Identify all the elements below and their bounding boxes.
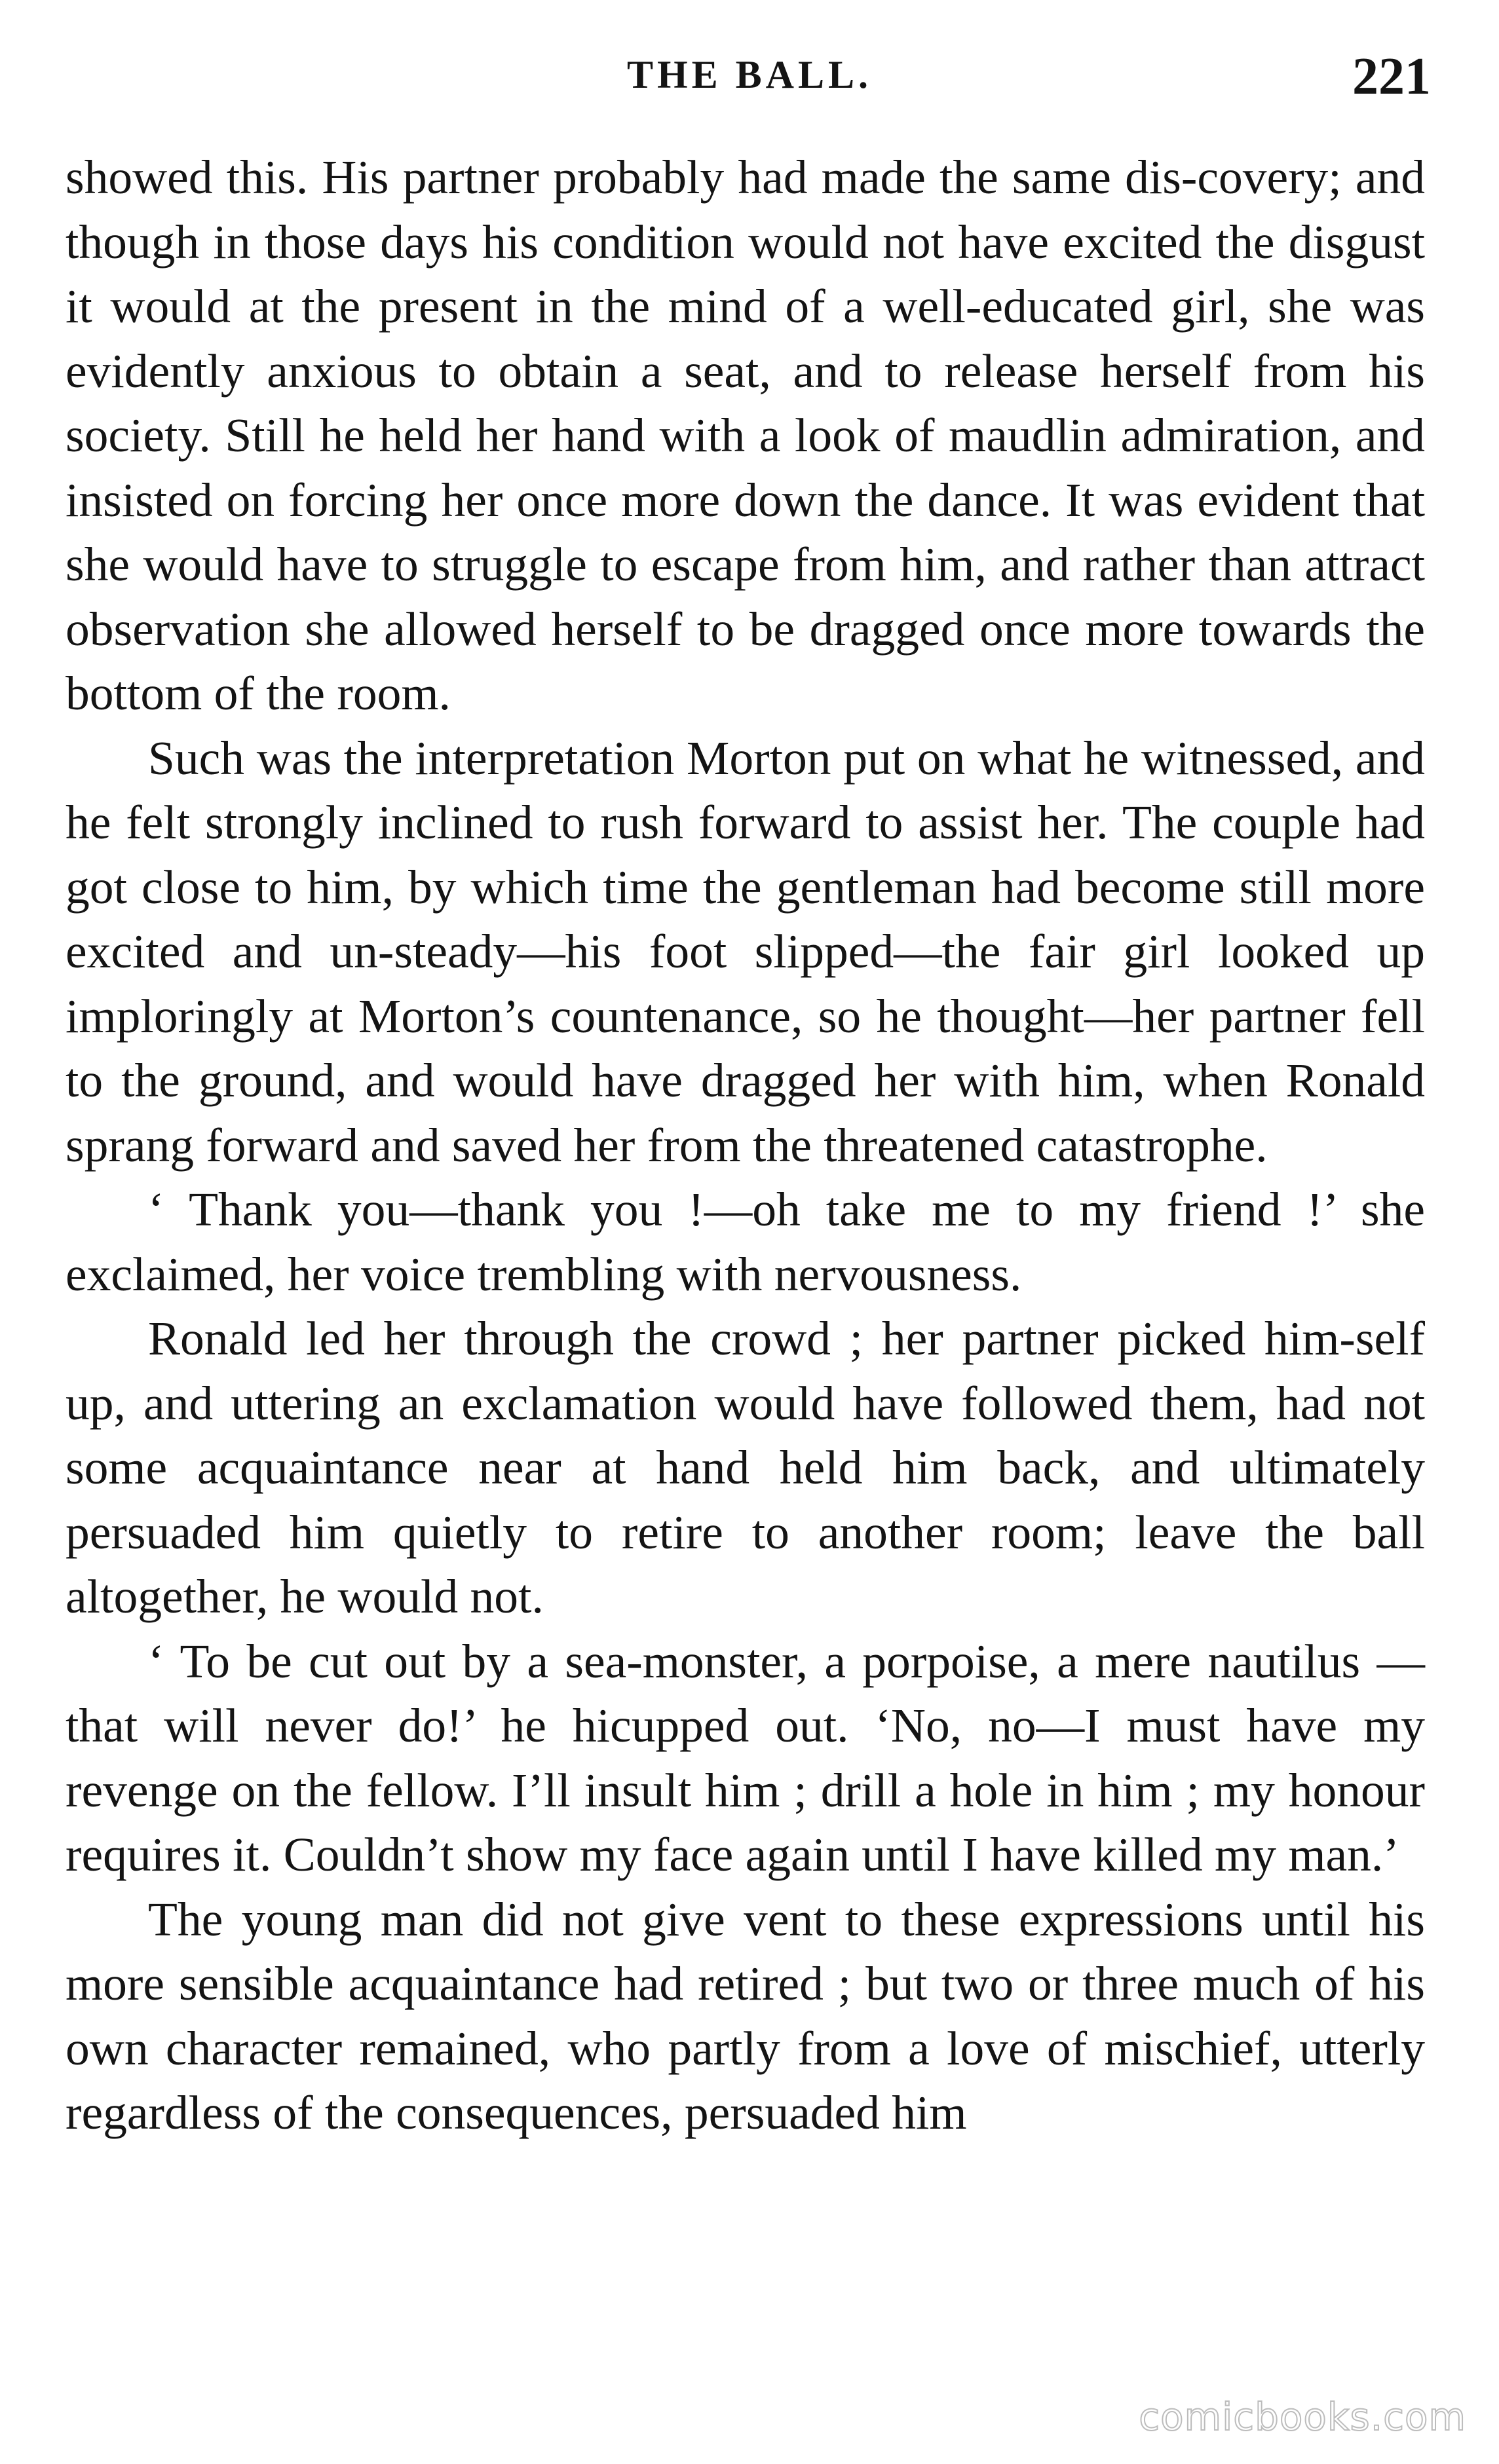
body-text [66, 145, 1425, 2146]
running-head: THE BALL. [626, 53, 873, 96]
paragraph-2: Such was the interpretation Morton put on what he witnessed, and he felt strongly inclined to rush forward to assist her. The couple had got close to him, by which time the gentleman had become still more excited and un-steady—his foot slipped—the fair girl looked up imploringly at Morton’s countenance, so he thought—her partner fell to the ground, and would have dragged her with him, when Ronald sprang forward and saved her from the threatened catastrophe. [66, 731, 1425, 1172]
paragraph-4: Ronald led her through the crowd ; her partner picked him-self up, and uttering an exclamation would have followed them, had not some acquaintance near at hand held him back, and ultimately persuaded him quietly to retire to another room; leave the ball altogether, he would not. [66, 1312, 1425, 1623]
page-number: 221 [1352, 48, 1431, 105]
paragraph-3: ‘ Thank you—thank you !—oh take me to my friend !’ she exclaimed, her voice trembling with nervousness. [66, 1183, 1425, 1301]
page-header [68, 47, 1431, 119]
paragraph-5: ‘ To be cut out by a sea-monster, a porpoise, a mere nautilus —that will never do!’ he hicupped out. ‘No, no—I must have my revenge on the fellow. I’ll insult him ; drill a hole in him ; my honour requires it. Couldn’t show my face again until I have killed my man.’ [66, 1634, 1425, 1881]
paragraph-1: showed this. His partner probably had made the same dis-covery; and though in those days his condition would not have excited the disgust it would at the present in the mind of a well-educated girl, she was evidently anxious to obtain a seat, and to release herself from his society. Still he held her hand with a look of maudlin admiration, and insisted on forcing her once more down the dance. It was evident that she would have to struggle to escape from him, and rather than attract observation she allowed herself to be dragged once more towards the bottom of the room. [66, 151, 1425, 720]
paragraph-6: The young man did not give vent to these expressions until his more sensible acquaintance had retired ; but two or three much of his own character remained, who partly from a love of mischief, utterly regardless of the consequences, persuaded him [66, 1892, 1425, 2139]
watermark: comicbooks.com [1139, 2395, 1466, 2439]
